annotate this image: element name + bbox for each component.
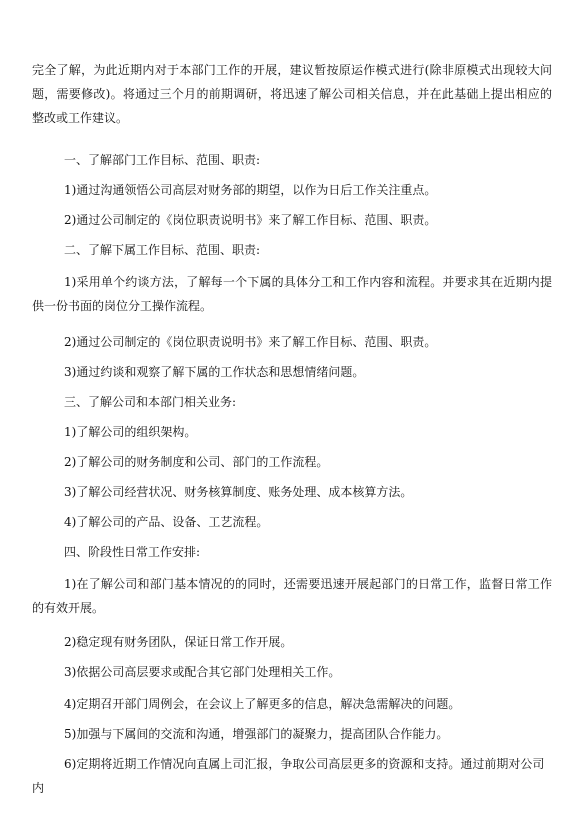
section-heading-3: 三、了解公司和本部门相关业务: [64, 395, 237, 409]
list-item-4-3: 3)依据公司高层要求或配合其它部门处理相关工作。 [64, 665, 341, 679]
section-heading-1: 一、了解部门工作目标、范围、职责: [64, 153, 261, 167]
list-item-4-4: 4)定期召开部门周例会，在会议上了解更多的信息，解决急需解决的问题。 [64, 697, 461, 711]
paragraph-intro: 完全了解，为此近期内对于本部门工作的开展，建议暂按原运作模式进行(除非原模式出现较大问题，需要修改)。将通过三个月的前期调研，将迅速了解公司相关信息，并在此基础上提出相应的整改或工作建议。 [32, 63, 552, 125]
list-item-2-1: 1)采用单个约谈方法，了解每一个下属的具体分工和工作内容和流程。并要求其在近期内提供一份书面的岗位分工操作流程。 [32, 275, 552, 313]
list-item-3-1: 1)了解公司的组织架构。 [64, 425, 197, 439]
list-item-4-6: 6)定期将近期工作情况向直属上司汇报，争取公司高层更多的资源和支持。通过前期对公司内 [32, 757, 545, 795]
list-item-2-2: 2)通过公司制定的《岗位职责说明书》来了解工作目标、范围、职责。 [64, 335, 437, 349]
section-heading-2: 二、了解下属工作目标、范围、职责: [64, 243, 261, 257]
list-item-1-1: 1)通过沟通领悟公司高层对财务部的期望，以作为日后工作关注重点。 [64, 183, 437, 197]
list-item-3-4: 4)了解公司的产品、设备、工艺流程。 [64, 515, 269, 529]
section-heading-4: 四、阶段性日常工作安排: [64, 545, 201, 559]
list-item-2-3: 3)通过约谈和观察了解下属的工作状态和思想情绪问题。 [64, 365, 365, 379]
list-item-4-5: 5)加强与下属间的交流和沟通，增强部门的凝聚力，提高团队合作能力。 [64, 727, 449, 741]
list-item-4-1: 1)在了解公司和部门基本情况的的同时，还需要迅速开展起部门的日常工作，监督日常工作的有效开展。 [32, 577, 552, 615]
list-item-1-2: 2)通过公司制定的《岗位职责说明书》来了解工作目标、范围、职责。 [64, 213, 437, 227]
list-item-4-2: 2)稳定现有财务团队，保证日常工作开展。 [64, 635, 293, 649]
list-item-3-3: 3)了解公司经营状况、财务核算制度、账务处理、成本核算方法。 [64, 485, 413, 499]
list-item-3-2: 2)了解公司的财务制度和公司、部门的工作流程。 [64, 455, 329, 469]
